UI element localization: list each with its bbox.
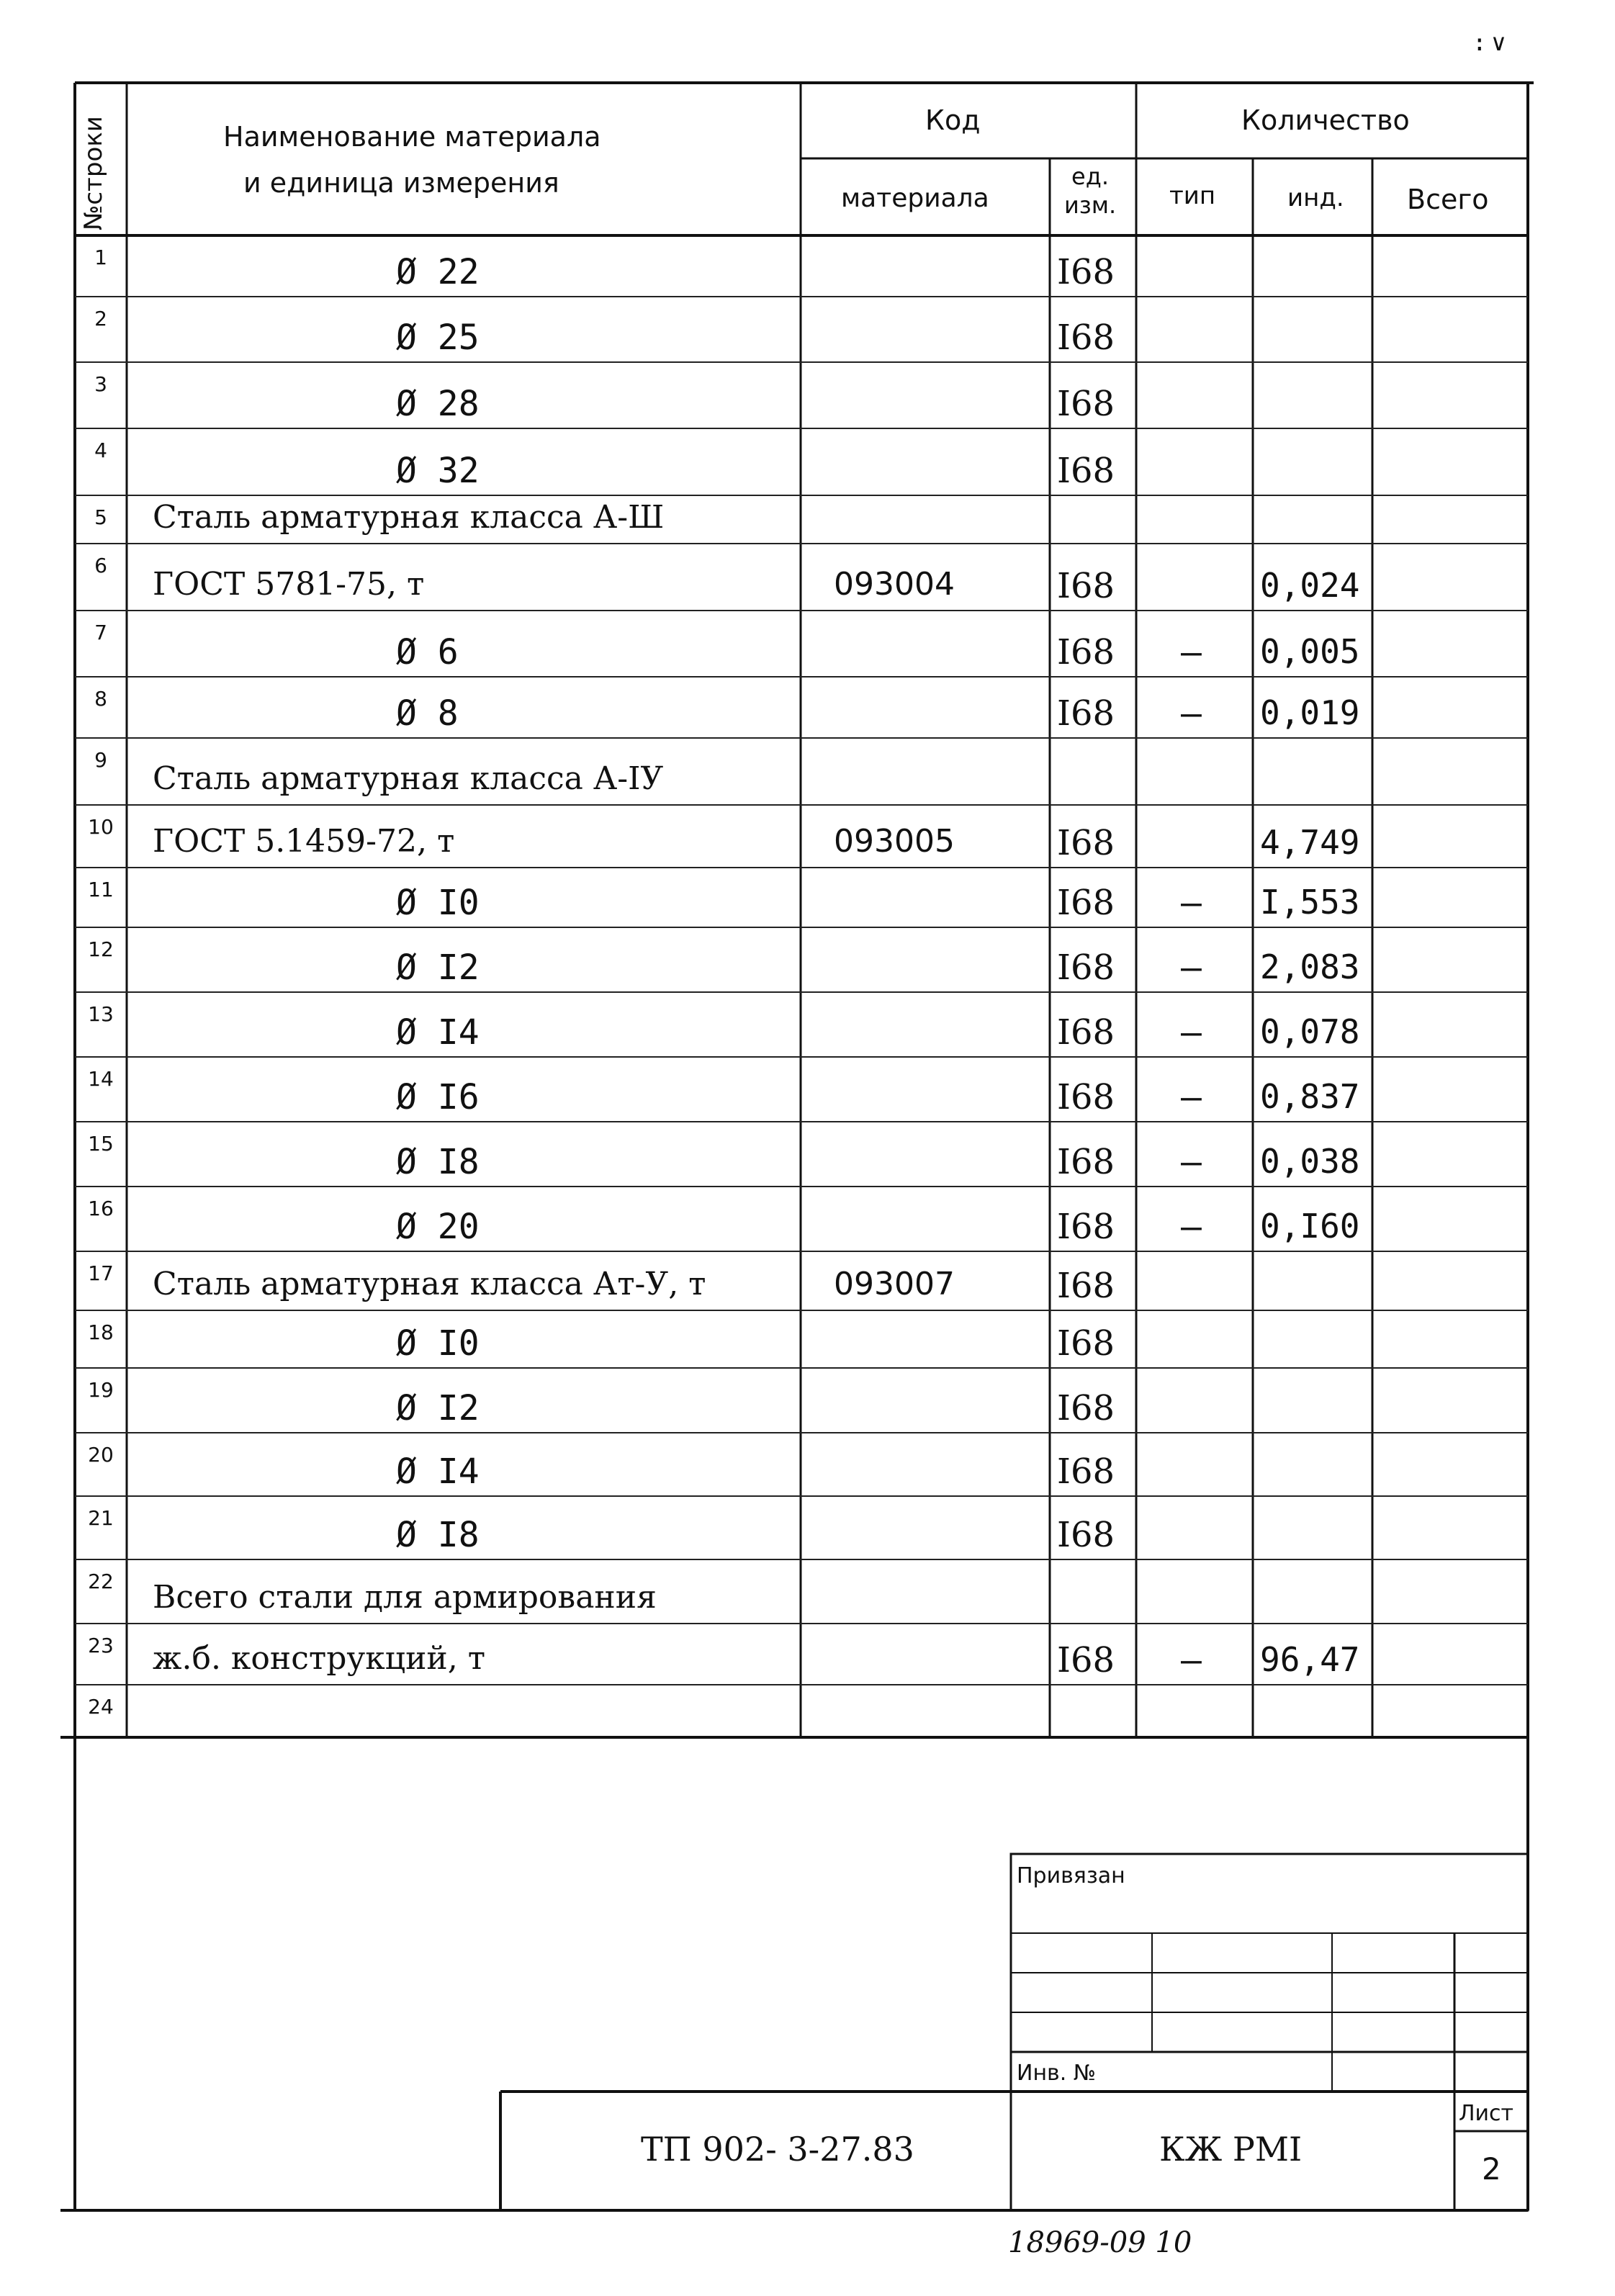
type-qty-cell: – [1181, 693, 1202, 734]
type-qty-cell: – [1181, 947, 1202, 988]
material-name-cell: ГОСТ 5781-75, т [153, 566, 425, 603]
quantity-group-header: Количество [1241, 104, 1410, 136]
sheet-number: 2 [1482, 2151, 1501, 2187]
type-qty-cell: – [1181, 632, 1202, 672]
ind-qty-cell: I,553 [1260, 883, 1360, 922]
material-name-cell: Ø 22 [396, 252, 480, 292]
row-number: 13 [88, 1002, 114, 1026]
unit-cell: I68 [1057, 1640, 1115, 1680]
corner-mark: ꓽ ∨ [1476, 29, 1508, 56]
material-code-cell: 093005 [834, 823, 955, 860]
material-name-cell: Ø 20 [396, 1207, 480, 1247]
unit-cell: I68 [1057, 693, 1115, 734]
ind-qty-cell: 0,078 [1260, 1012, 1360, 1051]
unit-cell: I68 [1057, 318, 1115, 358]
row-number: 5 [94, 505, 107, 529]
inventory-number-label: Инв. № [1017, 2061, 1097, 2086]
material-name-cell: Ø I6 [396, 1077, 480, 1117]
type-qty-cell: – [1181, 1640, 1202, 1680]
material-name-cell: Сталь арматурная класса Ат-У, т [153, 1266, 706, 1302]
unit-cell: I68 [1057, 1207, 1115, 1247]
material-code-cell: 093007 [834, 1266, 955, 1302]
unit-cell: I68 [1057, 632, 1115, 672]
unit-header-line2: изм. [1064, 192, 1117, 219]
ind-qty-cell: 0,019 [1260, 693, 1360, 732]
row-number: 3 [94, 372, 107, 396]
row-number: 4 [94, 438, 107, 462]
row-number: 11 [88, 878, 114, 901]
unit-cell: I68 [1057, 947, 1115, 988]
quantity-type-header: тип [1169, 181, 1216, 210]
sheet-label: Лист [1459, 2101, 1514, 2126]
material-name-cell: ж.б. конструкций, т [153, 1640, 486, 1677]
material-name-cell: Ø 25 [396, 318, 480, 358]
unit-cell: I68 [1057, 1323, 1115, 1364]
unit-cell: I68 [1057, 1515, 1115, 1555]
quantity-ind-header: инд. [1287, 184, 1344, 212]
row-number: 23 [88, 1634, 114, 1657]
row-number: 21 [88, 1506, 114, 1530]
row-number: 17 [88, 1261, 114, 1285]
row-number: 16 [88, 1197, 114, 1220]
row-number: 2 [94, 307, 107, 330]
material-code-cell: 093004 [834, 566, 955, 603]
material-name-header-line1: Наименование материала [223, 121, 601, 153]
ind-qty-cell: 96,47 [1260, 1640, 1360, 1679]
unit-cell: I68 [1057, 1077, 1115, 1117]
material-name-cell: Ø I4 [396, 1451, 480, 1492]
unit-cell: I68 [1057, 566, 1115, 606]
code-group-header: Код [925, 104, 981, 136]
unit-cell: I68 [1057, 252, 1115, 292]
row-number: 20 [88, 1443, 114, 1467]
row-number-header: №строки [79, 116, 108, 230]
material-name-cell: Ø 28 [396, 384, 480, 424]
type-qty-cell: – [1181, 1077, 1202, 1117]
material-name-cell: Ø 6 [396, 632, 459, 672]
handwritten-archive-number: 18969-09 10 [1008, 2226, 1192, 2259]
quantity-total-header: Всего [1407, 184, 1489, 215]
material-name-cell: Ø I4 [396, 1012, 480, 1053]
row-number: 19 [88, 1378, 114, 1402]
unit-cell: I68 [1057, 1388, 1115, 1428]
ind-qty-cell: 4,749 [1260, 823, 1360, 862]
material-name-header-line2: и единица измерения [243, 167, 559, 199]
ind-qty-cell: 0,837 [1260, 1077, 1360, 1116]
row-number: 14 [88, 1067, 114, 1091]
document-mark: КЖ РМI [1159, 2130, 1303, 2169]
material-name-cell: Всего стали для армирования [153, 1579, 657, 1616]
row-number: 22 [88, 1570, 114, 1593]
unit-cell: I68 [1057, 1451, 1115, 1492]
type-qty-cell: – [1181, 883, 1202, 923]
material-name-cell: ГОСТ 5.1459-72, т [153, 823, 455, 860]
unit-cell: I68 [1057, 451, 1115, 491]
ind-qty-cell: 0,024 [1260, 566, 1360, 605]
row-number: 9 [94, 748, 107, 772]
document-code: ТП 902- 3-27.83 [641, 2130, 914, 2169]
material-code-header: материала [841, 184, 989, 213]
ind-qty-cell: 0,I60 [1260, 1207, 1360, 1246]
type-qty-cell: – [1181, 1142, 1202, 1182]
material-name-cell: Ø I2 [396, 947, 480, 988]
row-number: 10 [88, 815, 114, 839]
material-name-cell: Ø 32 [396, 451, 480, 491]
ind-qty-cell: 0,038 [1260, 1142, 1360, 1181]
row-number: 24 [88, 1695, 114, 1719]
material-name-cell: Сталь арматурная класса А-IУ [153, 760, 664, 797]
type-qty-cell: – [1181, 1012, 1202, 1053]
unit-cell: I68 [1057, 1012, 1115, 1053]
material-name-cell: Ø 8 [396, 693, 459, 734]
row-number: 15 [88, 1132, 114, 1156]
row-number: 6 [94, 554, 107, 577]
material-name-cell: Ø I2 [396, 1388, 480, 1428]
unit-header-line1: ед. [1071, 163, 1109, 190]
material-name-cell: Ø I8 [396, 1515, 480, 1555]
material-name-cell: Ø I0 [396, 1323, 480, 1364]
linked-label: Привязан [1017, 1863, 1125, 1888]
ind-qty-cell: 2,083 [1260, 947, 1360, 986]
ind-qty-cell: 0,005 [1260, 632, 1360, 671]
row-number: 7 [94, 621, 107, 644]
unit-cell: I68 [1057, 1142, 1115, 1182]
row-number: 8 [94, 687, 107, 711]
material-name-cell: Ø I8 [396, 1142, 480, 1182]
unit-cell: I68 [1057, 384, 1115, 424]
row-number: 18 [88, 1320, 114, 1344]
unit-cell: I68 [1057, 1266, 1115, 1306]
material-name-cell: Сталь арматурная класса А-Ш [153, 499, 665, 536]
unit-cell: I68 [1057, 823, 1115, 863]
row-number: 12 [88, 937, 114, 961]
row-number: 1 [94, 246, 107, 269]
material-name-cell: Ø I0 [396, 883, 480, 923]
type-qty-cell: – [1181, 1207, 1202, 1247]
unit-cell: I68 [1057, 883, 1115, 923]
